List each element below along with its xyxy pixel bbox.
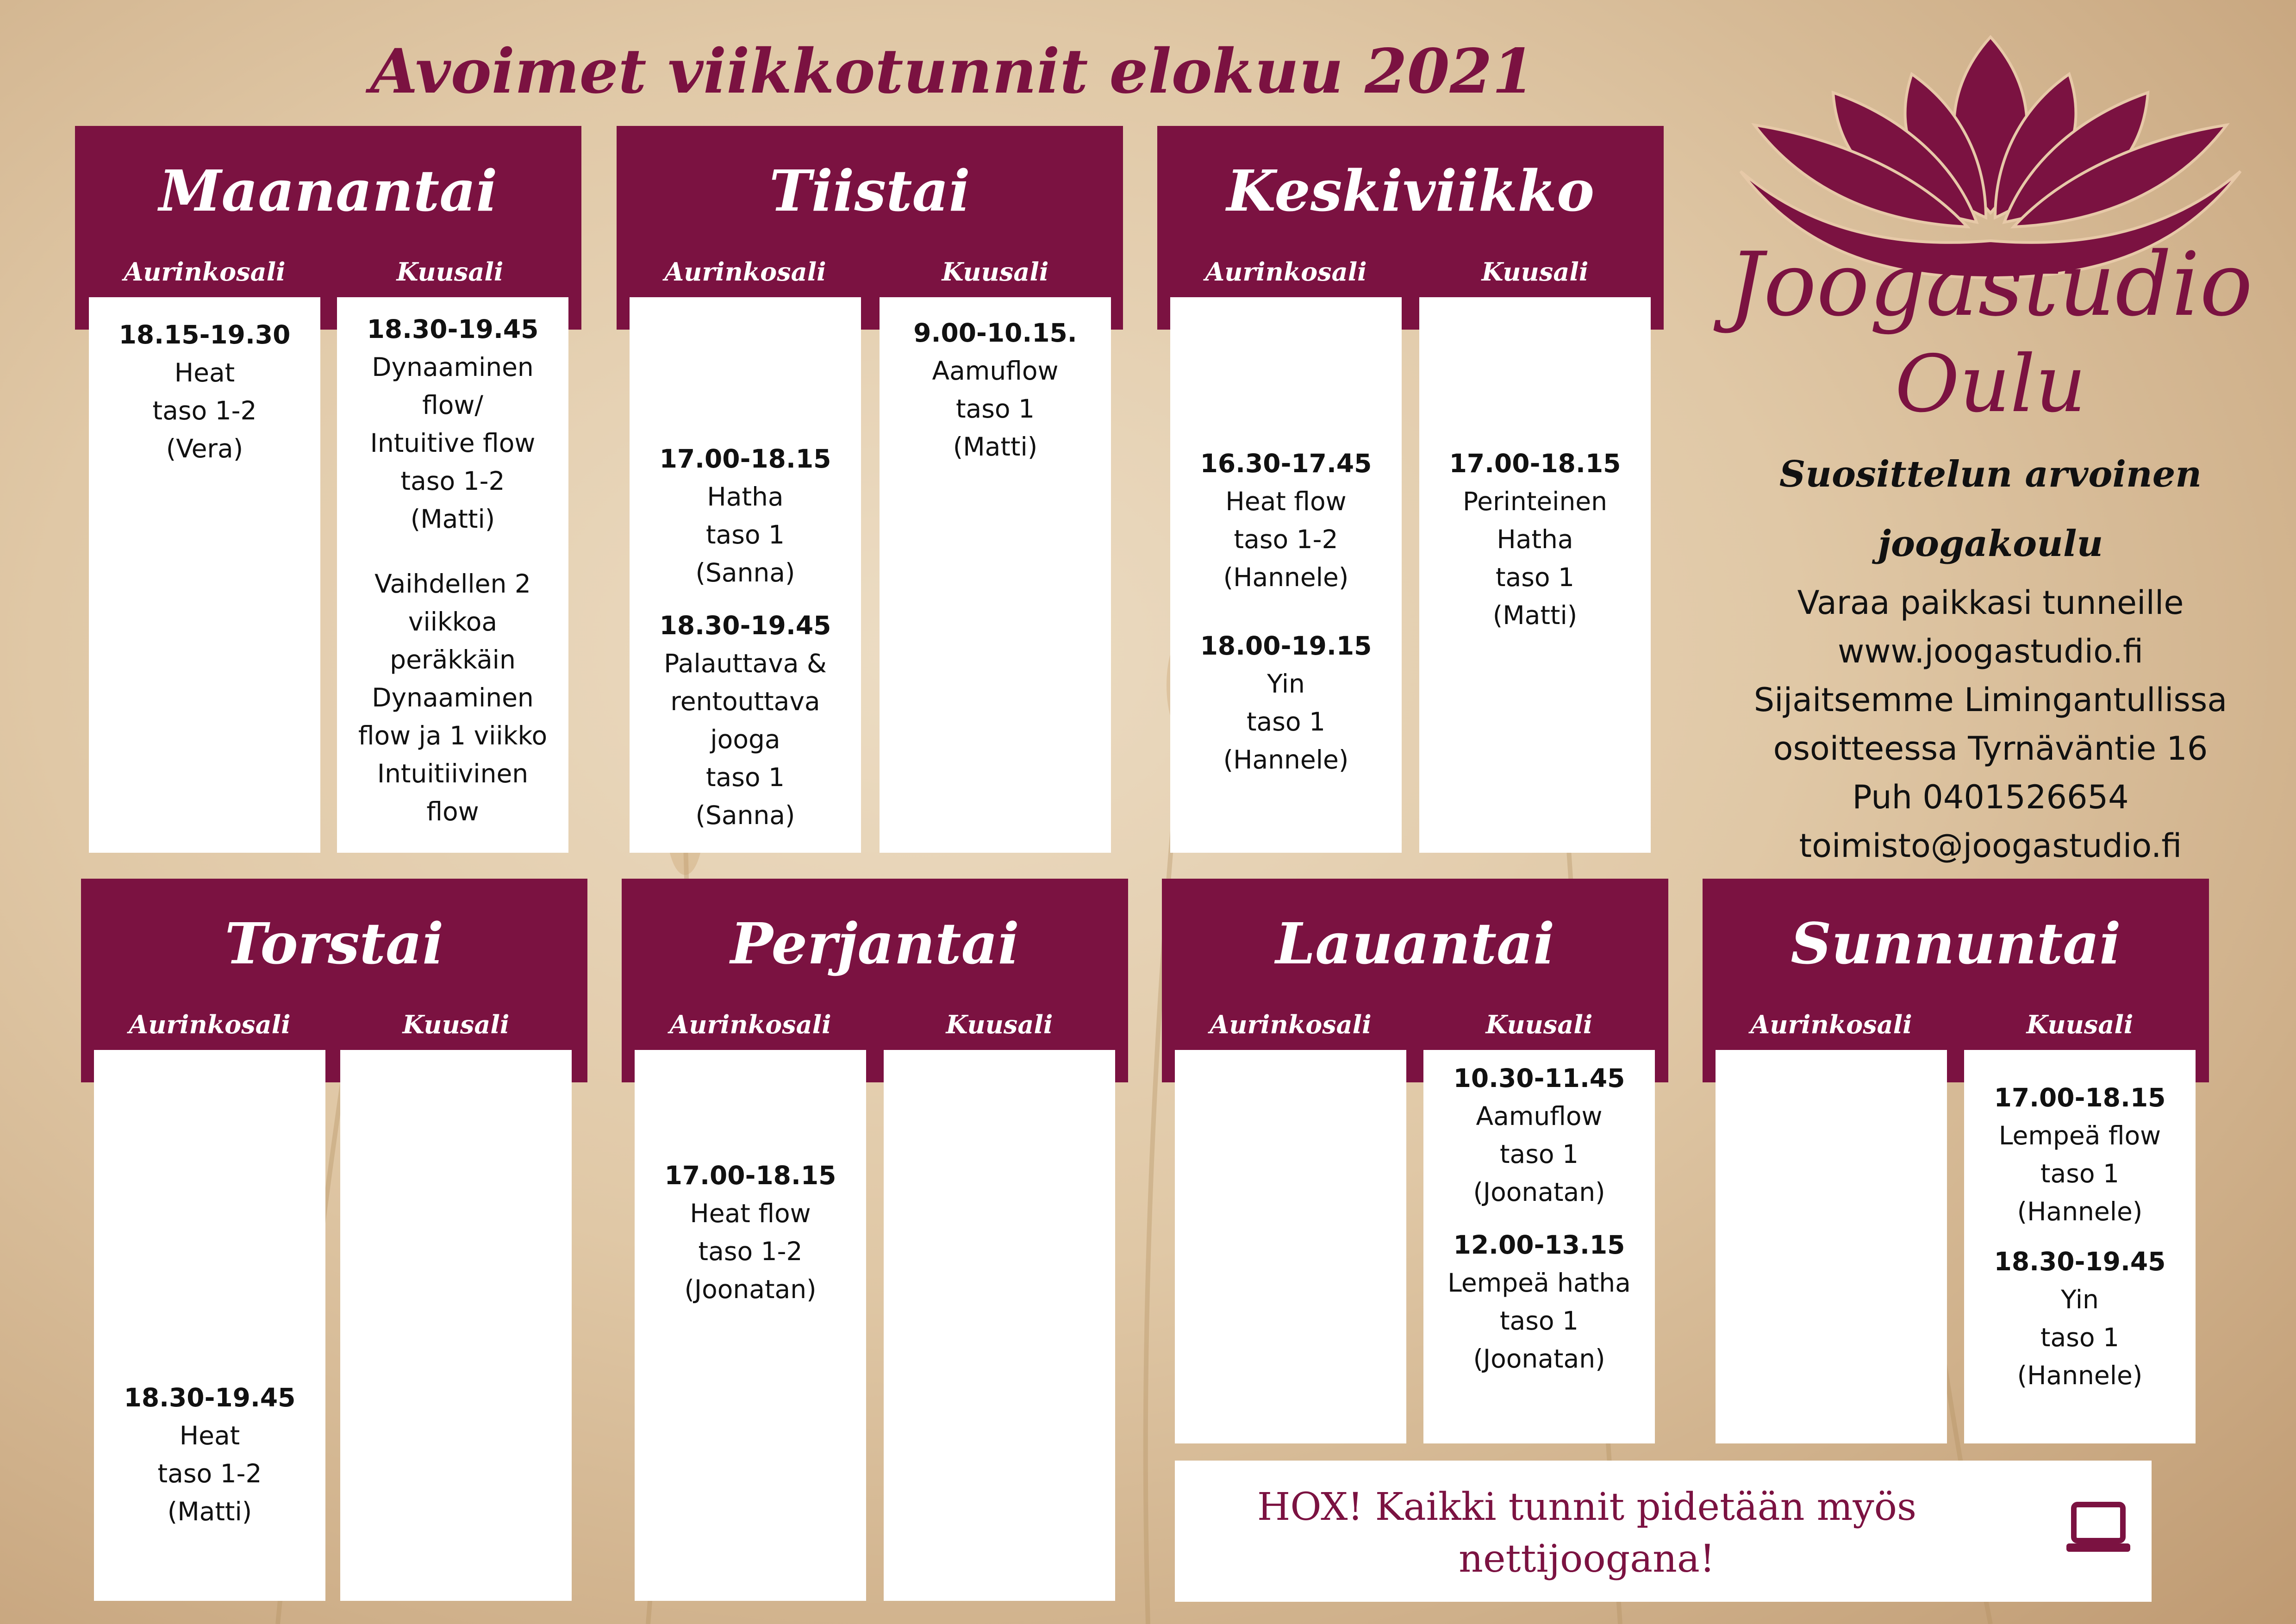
hall-label-left: Aurinkosali [669, 1010, 831, 1039]
hall-label-right: Kuusali [946, 1010, 1053, 1039]
class-level: taso 1 [2040, 1159, 2120, 1188]
class-teacher: (Sanna) [695, 800, 795, 830]
studio-info [1713, 440, 2268, 870]
class-name: Hatha [707, 482, 784, 512]
class-teacher: (Matti) [953, 432, 1038, 462]
class-time: 18.30-19.45 [1994, 1247, 2166, 1276]
class-level: taso 1 [1246, 707, 1326, 737]
class-teacher: (Vera) [166, 434, 243, 463]
day-name: Tiistai [769, 157, 970, 224]
hall-label-right: Kuusali [396, 257, 504, 287]
note-line: Vaihdellen 2 [374, 569, 531, 599]
class-level: taso 1 [955, 394, 1035, 424]
class-level: taso 1-2 [157, 1459, 262, 1488]
class-teacher: (Hannele) [2017, 1361, 2143, 1390]
page-title: Avoimet viikkotunnit elokuu 2021 [370, 36, 1535, 107]
class-slot [89, 316, 320, 468]
day-thursday [81, 879, 587, 1601]
class-name: Lempeä flow [1998, 1121, 2161, 1150]
note-line: peräkkäin [390, 645, 516, 675]
class-slot [1170, 444, 1402, 596]
online-note [1175, 1461, 2152, 1602]
class-name: Lempeä hatha [1447, 1268, 1631, 1298]
day-monday [75, 126, 581, 857]
booking-text: Varaa paikkasi tunneille [1797, 584, 2184, 622]
schedule-column-left [1170, 297, 1402, 853]
schedule-column-left [1716, 1050, 1947, 1443]
day-friday [622, 879, 1128, 1601]
brand-name: Joogastudio [1728, 233, 2253, 336]
hall-label-left: Aurinkosali [1750, 1010, 1912, 1039]
schedule-column-right [337, 297, 568, 853]
class-level: taso 1-2 [400, 466, 505, 496]
class-slot [635, 1156, 866, 1308]
schedule-column-left [94, 1050, 325, 1601]
class-level: taso 1-2 [1234, 525, 1338, 554]
class-teacher: (Matti) [1492, 600, 1578, 630]
class-name: Yin [1267, 669, 1305, 699]
class-level: taso 1 [705, 520, 785, 550]
class-level: taso 1-2 [698, 1237, 803, 1266]
address-text: osoitteessa Tyrnäväntie 16 [1773, 730, 2208, 768]
hall-label-left: Aurinkosali [1205, 257, 1367, 287]
day-name: Sunnuntai [1791, 910, 2121, 977]
class-name: Aamuflow [1476, 1101, 1603, 1131]
hall-label-right: Kuusali [1481, 257, 1589, 287]
class-teacher: (Sanna) [695, 558, 795, 587]
class-slot [1423, 1226, 1655, 1378]
class-teacher: (Hannele) [1223, 745, 1349, 775]
hall-label-right: Kuusali [402, 1010, 510, 1039]
class-level: taso 1 [1499, 1306, 1579, 1336]
class-slot [94, 1379, 325, 1530]
note-line: viikkoa [408, 607, 498, 637]
class-teacher: (Matti) [167, 1497, 252, 1526]
class-level: taso 1 [705, 762, 785, 792]
class-level: taso 1 [1499, 1139, 1579, 1169]
hall-label-left: Aurinkosali [129, 1010, 291, 1039]
note-line: Intuitiivinen [377, 759, 529, 788]
class-slot [337, 310, 568, 538]
email-link[interactable]: toimisto@joogastudio.fi [1799, 827, 2182, 865]
phone-text: Puh 0401526654 [1852, 778, 2129, 816]
brand-city: Oulu [1895, 338, 2086, 430]
day-sunday [1703, 879, 2209, 1453]
class-name: Heat flow [1225, 487, 1347, 516]
class-time: 12.00-13.15 [1453, 1230, 1625, 1260]
class-time: 18.30-19.45 [124, 1383, 296, 1412]
tagline: Suosittelun arvoinen [1779, 453, 2202, 495]
day-wednesday [1157, 126, 1664, 857]
class-time: 18.30-19.45 [367, 314, 539, 344]
class-slot [630, 440, 861, 592]
note-line: flow ja 1 viikko [358, 721, 548, 750]
schedule-column-left [630, 297, 861, 853]
class-time: 10.30-11.45 [1453, 1063, 1625, 1093]
schedule-column-right [340, 1050, 572, 1601]
laptop-icon [2064, 1495, 2133, 1565]
schedule-column-right [884, 1050, 1115, 1601]
class-time: 9.00-10.15. [913, 318, 1077, 348]
day-name: Maanantai [159, 157, 498, 224]
class-time: 17.00-18.15 [664, 1161, 836, 1190]
hall-label-right: Kuusali [942, 257, 1049, 287]
class-name: Palauttava & [664, 649, 827, 678]
hall-label-right: Kuusali [1485, 1010, 1593, 1039]
class-level: taso 1-2 [152, 396, 257, 425]
schedule-column-right [880, 297, 1111, 853]
schedule-column-left [635, 1050, 866, 1601]
day-name: Torstai [225, 910, 444, 977]
class-time: 17.00-18.15 [1449, 449, 1621, 478]
schedule-column-right [1419, 297, 1651, 853]
schedule-column-right [1964, 1050, 2196, 1443]
day-name: Lauantai [1275, 910, 1555, 977]
location-text: Sijaitsemme Limingantullissa [1753, 681, 2227, 719]
tagline: joogakoulu [1878, 523, 2103, 565]
class-teacher: (Joonatan) [1473, 1344, 1605, 1374]
day-name: Keskiviikko [1226, 157, 1595, 224]
hall-label-left: Aurinkosali [1210, 1010, 1372, 1039]
class-teacher: (Joonatan) [684, 1274, 817, 1304]
class-teacher: (Matti) [410, 504, 495, 534]
class-name: Heat [174, 358, 235, 387]
class-name: Intuitive flow [370, 428, 536, 458]
note-line: Dynaaminen [372, 683, 534, 712]
class-time: 18.15-19.30 [119, 320, 291, 350]
class-name: jooga [710, 725, 780, 754]
class-teacher: (Hannele) [2017, 1197, 2143, 1226]
class-name: Aamuflow [932, 356, 1059, 386]
class-slot [1419, 444, 1651, 634]
day-saturday [1162, 879, 1668, 1453]
note-text [1193, 1481, 1980, 1585]
schedule-column-right [1423, 1050, 1655, 1443]
class-name: Hatha [1497, 525, 1573, 554]
class-name: Dynaaminen [372, 352, 534, 382]
class-slot [1423, 1059, 1655, 1211]
class-time: 18.00-19.15 [1200, 631, 1372, 661]
class-level: taso 1 [2040, 1323, 2120, 1352]
class-time: 18.30-19.45 [659, 611, 831, 640]
class-slot [1964, 1079, 2196, 1230]
class-name: Perinteinen [1462, 487, 1608, 516]
note-line: flow [426, 797, 479, 826]
note-line: nettijoogana! [1459, 1537, 1715, 1581]
class-slot [1964, 1243, 2196, 1394]
day-tuesday [617, 126, 1123, 857]
class-level: taso 1 [1495, 562, 1575, 592]
schedule-column-left [1175, 1050, 1406, 1443]
hall-label-left: Aurinkosali [124, 257, 286, 287]
class-teacher: (Joonatan) [1473, 1177, 1605, 1207]
class-name: Yin [2061, 1285, 2099, 1314]
class-time: 17.00-18.15 [1994, 1083, 2166, 1112]
class-name: Heat flow [690, 1199, 811, 1228]
class-name: Heat [179, 1421, 240, 1450]
website-link[interactable]: www.joogastudio.fi [1837, 632, 2144, 670]
schedule-column-left [89, 297, 320, 853]
class-slot [1170, 627, 1402, 779]
class-note [337, 565, 568, 831]
day-name: Perjantai [730, 910, 1019, 977]
class-name: flow/ [422, 390, 483, 420]
hall-label-left: Aurinkosali [664, 257, 826, 287]
class-name: rentouttava [670, 687, 820, 716]
class-time: 17.00-18.15 [659, 444, 831, 474]
hall-label-right: Kuusali [2026, 1010, 2134, 1039]
class-teacher: (Hannele) [1223, 562, 1349, 592]
class-slot [630, 606, 861, 834]
class-time: 16.30-17.45 [1200, 449, 1372, 478]
note-line: HOX! Kaikki tunnit pidetään myös [1257, 1485, 1917, 1529]
class-slot [880, 314, 1111, 466]
